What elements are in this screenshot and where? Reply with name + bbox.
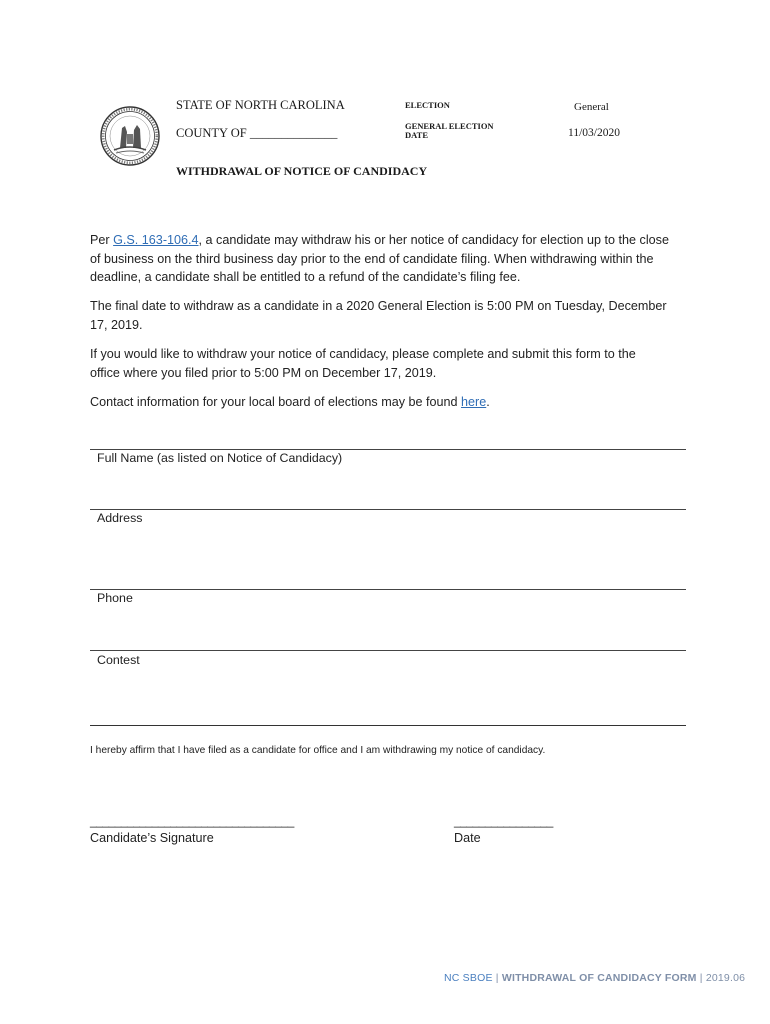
- signature-label: Candidate’s Signature: [90, 831, 214, 845]
- phone-field[interactable]: Phone: [97, 591, 133, 605]
- footer-org: NC SBOE: [444, 972, 493, 984]
- general-election-date-label: [405, 122, 494, 140]
- paragraph-contact-line: [90, 393, 690, 412]
- general-election-date-value: 11/03/2020: [568, 127, 620, 139]
- paragraph-deadline: [90, 297, 690, 334]
- paragraph-statute-line2: of business on the third business day prior to the end of candidate filing. When withdrawing within the: [90, 251, 654, 266]
- general-election-label-line1: GENERAL ELECTION: [405, 121, 494, 131]
- footer-sep2: |: [696, 972, 706, 984]
- paragraph-statute-line3: deadline, a candidate shall be entitled to a refund of the candidate’s filing fee.: [90, 270, 521, 284]
- address-field[interactable]: Address: [97, 511, 143, 525]
- paragraph-instructions-line2: office where you filed prior to 5:00 PM on December 17, 2019.: [90, 365, 437, 380]
- general-election-label-line2: DATE: [405, 130, 428, 140]
- statute-link[interactable]: G.S. 163-106.4: [113, 233, 199, 247]
- paragraph-deadline-line1: The final date to withdraw as a candidate in a 2020 General Election is 5:00 PM on Tuesday, December: [90, 299, 667, 313]
- date-line[interactable]: ________________: [454, 814, 553, 828]
- election-value: General: [574, 101, 609, 113]
- full-name-rule: [90, 449, 686, 450]
- contact-text: Contact information for your local board of elections may be found: [90, 395, 462, 409]
- contact-here-link[interactable]: here: [461, 395, 487, 409]
- statute-prefix: Per: [90, 233, 114, 247]
- date-label: Date: [454, 831, 481, 845]
- paragraph-statute: [90, 231, 690, 287]
- signature-line[interactable]: _________________________________: [90, 814, 294, 828]
- paragraph-instructions: [90, 345, 690, 382]
- form-title: WITHDRAWAL OF NOTICE OF CANDIDACY: [176, 164, 428, 178]
- contest-field[interactable]: Contest: [97, 653, 140, 667]
- full-name-field[interactable]: Full Name (as listed on Notice of Candidacy): [97, 451, 343, 465]
- statute-line1-rest: , a candidate may withdraw his or her notice of candidacy for election up to the close: [198, 233, 669, 247]
- paragraph-contact: [90, 393, 690, 412]
- paragraph-instructions-line1: If you would like to withdraw your notice of candidacy, please complete and submit this form to the: [90, 347, 636, 361]
- phone-rule: [90, 589, 686, 590]
- contest-rule: [90, 650, 686, 651]
- affirmation-text: I hereby affirm that I have filed as a candidate for office and I am withdrawing my notice of candidacy.: [90, 745, 546, 756]
- county-field[interactable]: COUNTY OF ______________: [176, 126, 338, 140]
- footer-form-name: WITHDRAWAL OF CANDIDACY FORM: [501, 972, 697, 984]
- state-label: STATE OF NORTH CAROLINA: [176, 98, 345, 112]
- paragraph-statute-line1: [90, 231, 690, 250]
- contact-period: .: [486, 395, 490, 409]
- address-rule: [90, 509, 686, 510]
- paragraph-deadline-line2: 17, 2019.: [90, 317, 143, 332]
- footer-sep1: |: [492, 972, 502, 984]
- contest-bottom-rule: [90, 725, 686, 726]
- nc-state-seal-icon: [100, 106, 160, 166]
- footer-version: 2019.06: [705, 972, 746, 984]
- page-footer: [444, 972, 745, 984]
- election-label: ELECTION: [405, 100, 450, 110]
